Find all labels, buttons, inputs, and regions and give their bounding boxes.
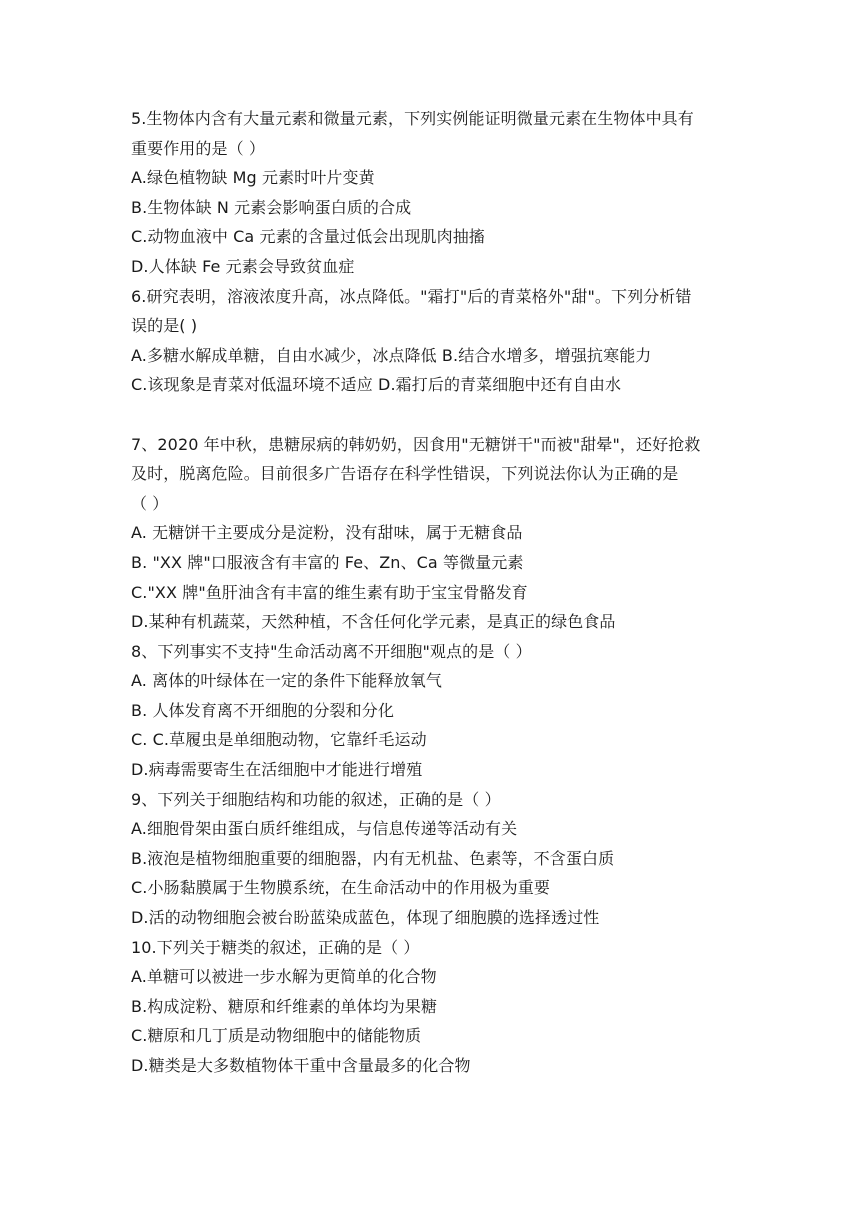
- question-9-stem-line-1: 9、下列关于细胞结构和功能的叙述，正确的是（ ）: [131, 789, 501, 809]
- question-9-option-b: B.液泡是植物细胞重要的细胞器，内有无机盐、色素等，不含蛋白质: [131, 848, 615, 868]
- question-5-stem-line-2: 重要作用的是（ ）: [131, 138, 265, 158]
- question-10-option-c: C.糖原和几丁质是动物细胞中的储能物质: [131, 1026, 422, 1046]
- blank-line: [131, 400, 751, 430]
- question-10: [131, 933, 751, 1081]
- question-7-option-d: D.某种有机蔬菜，天然种植，不含任何化学元素，是真正的绿色食品: [131, 612, 616, 632]
- question-6-options-cd: C.该现象是青菜对低温环境不适应 D.霜打后的青菜细胞中还有自由水: [131, 375, 622, 395]
- question-8-option-d: D.病毒需要寄生在活细胞中才能进行增殖: [131, 760, 423, 780]
- question-8-option-c: C. C.草履虫是单细胞动物，它靠纤毛运动: [131, 730, 427, 750]
- question-7-stem-line-2: 及时，脱离危险。目前很多广告语存在科学性错误，下列说法你认为正确的是: [131, 464, 679, 484]
- question-10-stem-line-1: 10.下列关于糖类的叙述，正确的是（ ）: [131, 937, 420, 957]
- question-5: [131, 104, 751, 282]
- question-7-option-a: A. 无糖饼干主要成分是淀粉，没有甜味，属于无糖食品: [131, 523, 523, 543]
- question-8: [131, 637, 751, 785]
- question-10-option-a: A.单糖可以被进一步水解为更简单的化合物: [131, 967, 437, 987]
- question-7: [131, 430, 751, 637]
- question-6-options-ab: A.多糖水解成单糖，自由水减少，冰点降低 B.结合水增多，增强抗寒能力: [131, 345, 652, 365]
- question-10-option-d: D.糖类是大多数植物体干重中含量最多的化合物: [131, 1056, 471, 1075]
- question-5-option-a: A.绿色植物缺 Mg 元素时叶片变黄: [131, 168, 375, 188]
- question-8-option-b: B. 人体发育离不开细胞的分裂和分化: [131, 700, 394, 720]
- question-9-option-d: D.活的动物细胞会被台盼蓝染成蓝色，体现了细胞膜的选择透过性: [131, 908, 600, 928]
- question-7-option-c: C."XX 牌"鱼肝油含有丰富的维生素有助于宝宝骨骼发育: [131, 582, 528, 602]
- question-9-option-c: C.小肠黏膜属于生物膜系统，在生命活动中的作用极为重要: [131, 878, 550, 898]
- question-6-stem-line-1: 6.研究表明，溶液浓度升高，冰点降低。"霜打"后的青菜格外"甜"。下列分析错: [131, 286, 692, 306]
- question-6: [131, 282, 751, 400]
- question-7-option-b: B. "XX 牌"口服液含有丰富的 Fe、Zn、Ca 等微量元素: [131, 552, 524, 572]
- question-5-stem-line-1: 5.生物体内含有大量元素和微量元素，下列实例能证明微量元素在生物体中具有: [131, 109, 694, 128]
- question-9-option-a: A.细胞骨架由蛋白质纤维组成，与信息传递等活动有关: [131, 819, 518, 839]
- question-list: [131, 104, 751, 1081]
- question-6-stem-line-2: 误的是( ): [131, 316, 198, 336]
- question-7-stem-line-3: （ ）: [131, 493, 169, 513]
- question-5-option-c: C.动物血液中 Ca 元素的含量过低会出现肌肉抽搐: [131, 227, 485, 247]
- question-10-option-b: B.构成淀粉、糖原和纤维素的单体均为果糖: [131, 996, 438, 1016]
- question-8-option-a: A. 离体的叶绿体在一定的条件下能释放氧气: [131, 671, 442, 691]
- question-9: [131, 785, 751, 933]
- question-5-option-b: B.生物体缺 N 元素会影响蛋白质的合成: [131, 197, 412, 217]
- question-8-stem-line-1: 8、下列事实不支持"生命活动离不开细胞"观点的是（ ）: [131, 641, 532, 661]
- question-5-option-d: D.人体缺 Fe 元素会导致贫血症: [131, 256, 355, 276]
- question-7-stem-line-1: 7、2020 年中秋，患糖尿病的韩奶奶，因食用"无糖饼干"而被"甜晕"，还好抢救: [131, 434, 701, 454]
